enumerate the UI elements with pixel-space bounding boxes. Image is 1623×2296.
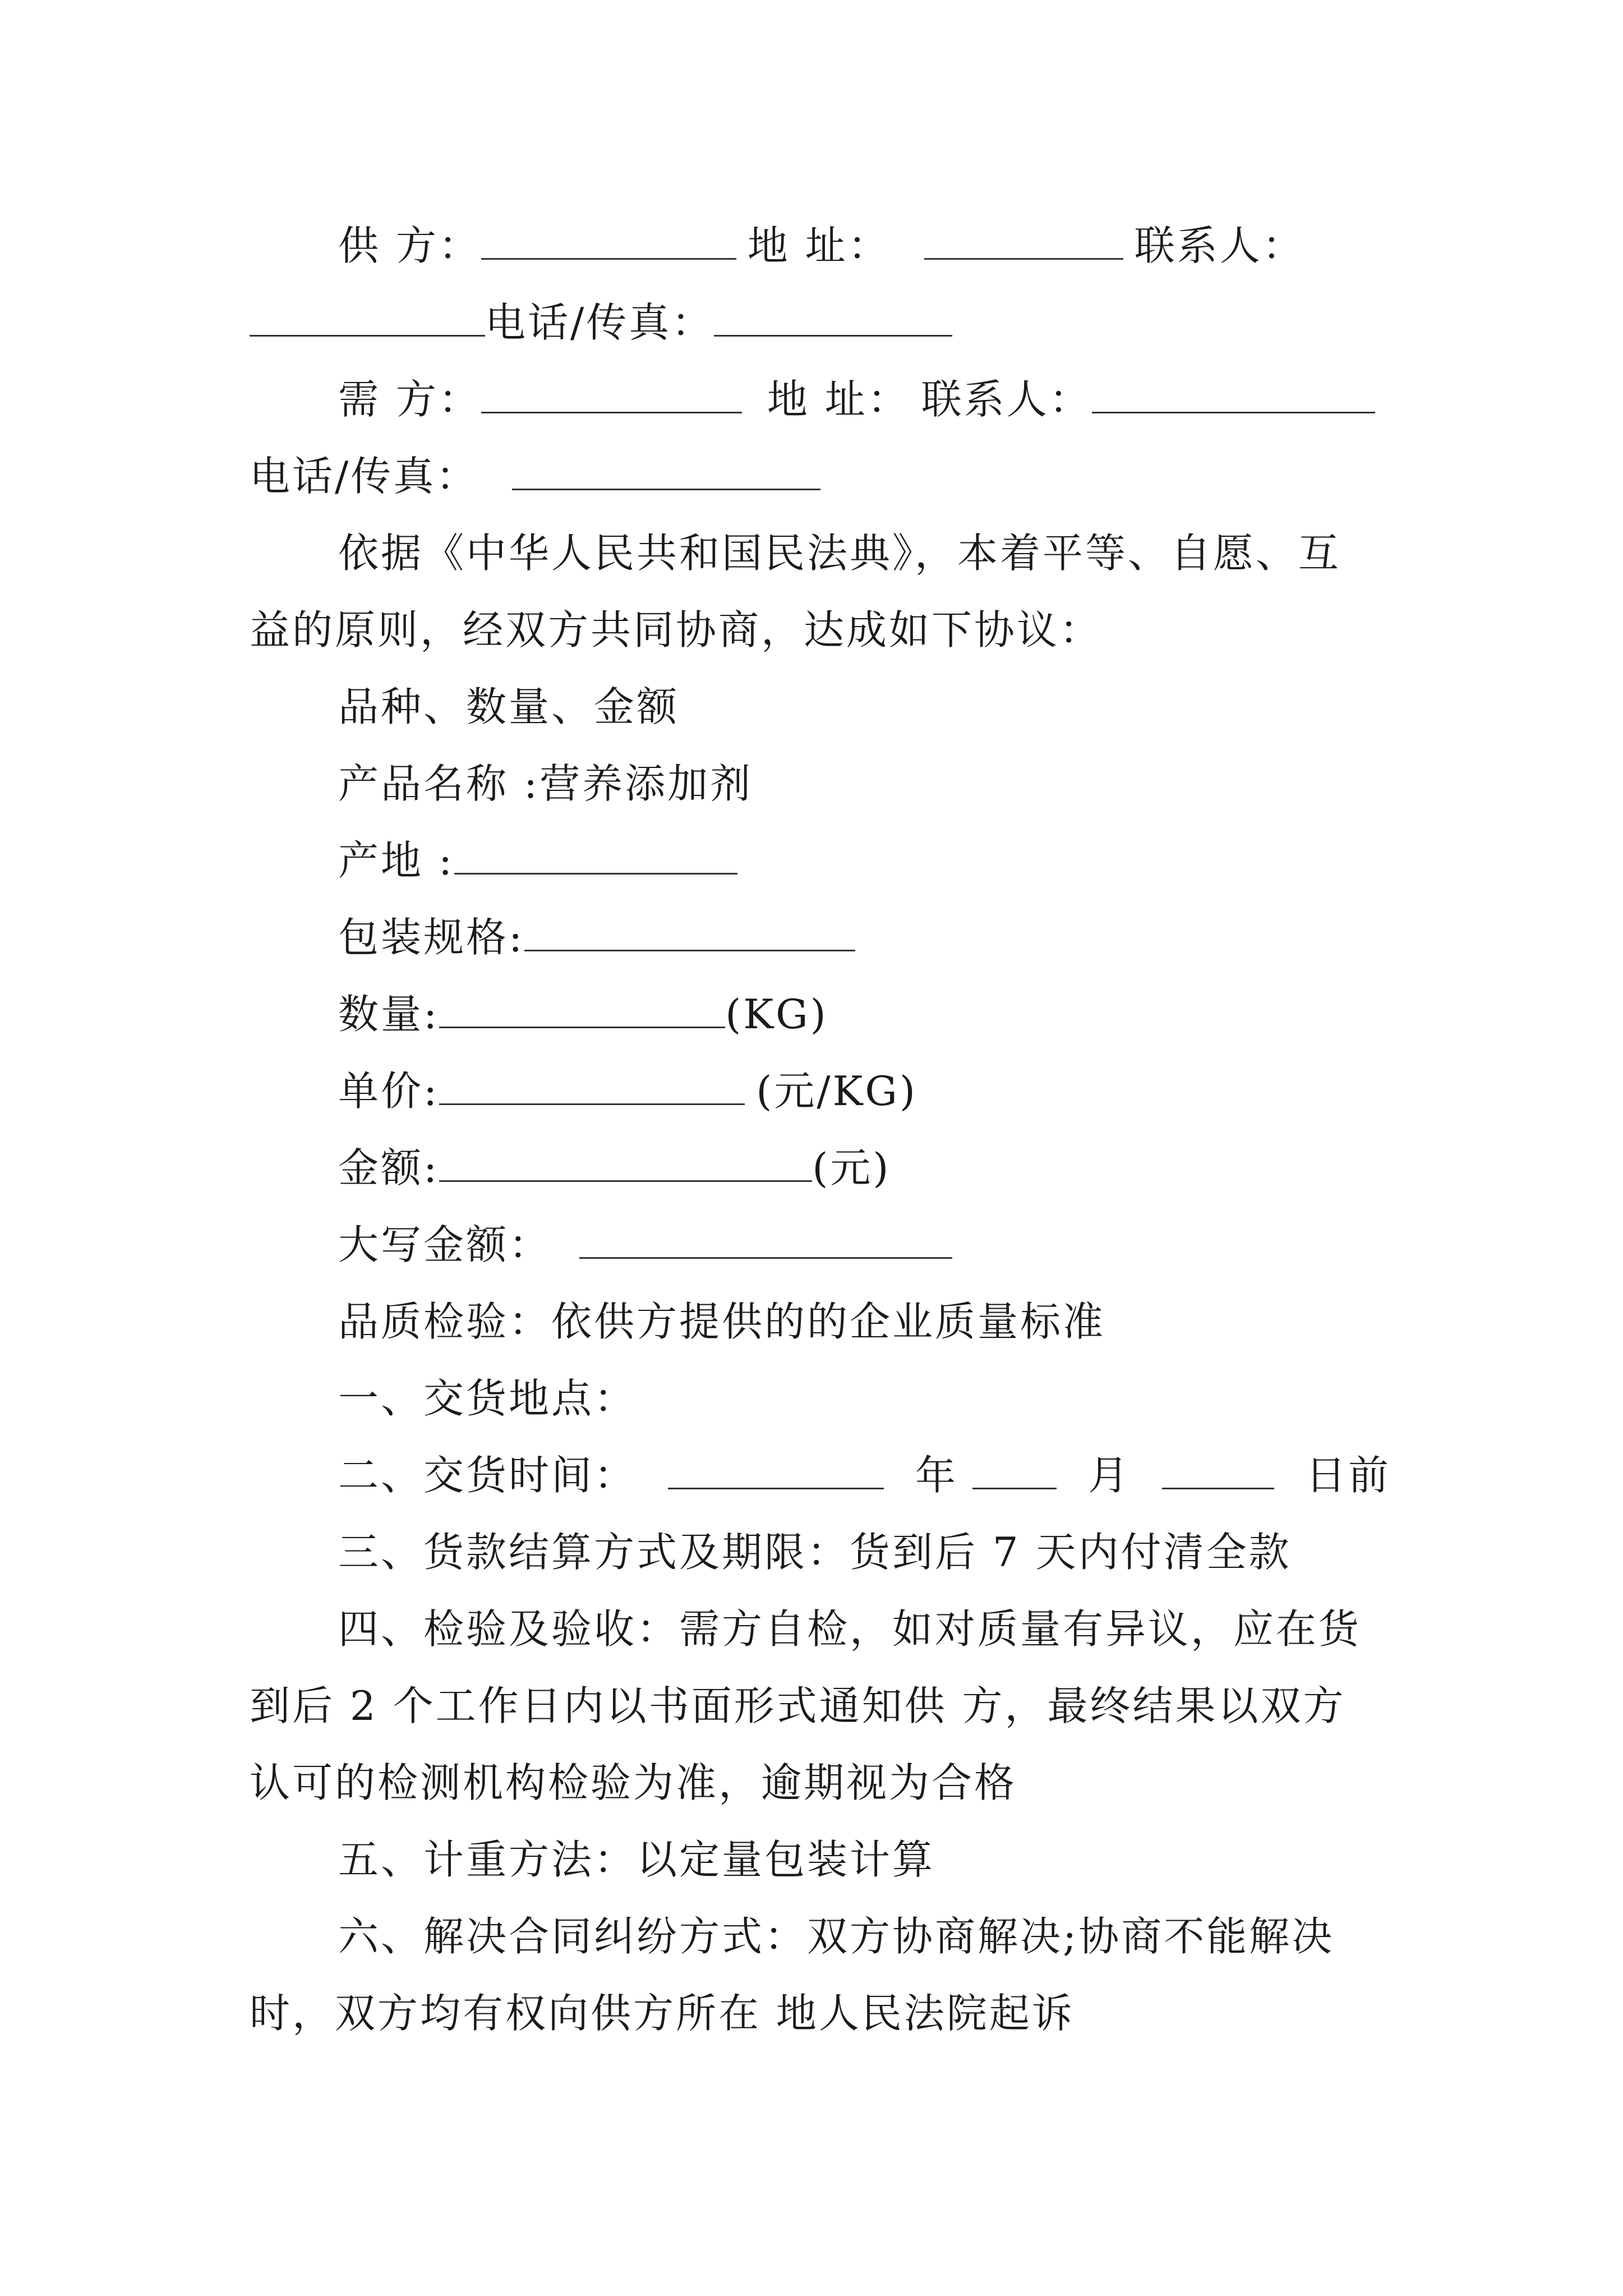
amount-caps-blank[interactable] — [579, 1223, 952, 1259]
supplier-phone-label: 电话/传真： — [485, 299, 714, 346]
clause-3-payment: 三、货款结算方式及期限：货到后 7 天内付清全款 — [338, 1529, 1292, 1576]
supplier-name-blank[interactable] — [481, 224, 736, 260]
supplier-contact-label: 联系人： — [1134, 222, 1305, 269]
delivery-time-label: 二、交货时间： — [338, 1452, 637, 1499]
quantity-label: 数量: — [338, 991, 440, 1038]
buyer-phone-label: 电话/传真： — [250, 453, 479, 500]
buyer-phone-line — [250, 438, 1391, 515]
supplier-info-line — [250, 208, 1391, 284]
packaging-line — [250, 899, 1391, 976]
supplier-contact-blank[interactable] — [250, 301, 485, 337]
quantity-unit: (KG) — [725, 991, 828, 1038]
unit-price-label: 单价: — [338, 1068, 440, 1115]
amount-caps-line — [250, 1207, 1391, 1283]
supplier-label: 供 方： — [338, 222, 481, 269]
amount-caps-label: 大写金额： — [338, 1221, 552, 1268]
supplier-phone-blank[interactable] — [714, 301, 952, 337]
buyer-address-label: 地 址： — [767, 376, 910, 423]
delivery-month-blank[interactable] — [972, 1454, 1057, 1489]
year-label: 年 — [915, 1452, 958, 1499]
supplier-address-blank[interactable] — [924, 224, 1123, 260]
clause-5-weighing: 五、计重方法：以定量包装计算 — [338, 1836, 935, 1883]
clause-4-line-1: 四、检验及验收：需方自检，如对质量有异议，应在货 — [338, 1605, 1362, 1653]
supplier-phone-line — [250, 284, 1391, 361]
buyer-info-line — [250, 361, 1391, 438]
unit-price-blank[interactable] — [439, 1070, 745, 1105]
delivery-year-blank[interactable] — [668, 1454, 884, 1489]
product-name-line: 产品名称 :营养添加剂 — [338, 760, 753, 807]
origin-label: 产地 : — [338, 837, 455, 884]
month-label: 月 — [1087, 1452, 1131, 1499]
amount-blank[interactable] — [439, 1147, 812, 1182]
packaging-blank[interactable] — [524, 916, 855, 951]
clause-4-line-3: 认可的检测机构检验为准，逾期视为合格 — [250, 1759, 1017, 1806]
delivery-day-blank[interactable] — [1162, 1454, 1274, 1489]
clause-6-line-1: 六、解决合同纠纷方式：双方协商解决;协商不能解决 — [338, 1913, 1335, 1960]
unit-price-unit: (元/KG) — [756, 1068, 918, 1115]
buyer-label: 需 方： — [338, 376, 481, 423]
packaging-label: 包装规格: — [338, 914, 525, 961]
buyer-phone-blank[interactable] — [512, 455, 820, 490]
clause-4-line-2: 到后 2 个工作日内以书面形式通知供 方，最终结果以双方 — [250, 1682, 1346, 1729]
quantity-blank[interactable] — [439, 993, 725, 1028]
buyer-contact-label: 联系人： — [921, 376, 1092, 423]
day-before-label: 日前 — [1305, 1452, 1391, 1499]
intro-paragraph-line-2: 益的原则，经双方共同协商，达成如下协议： — [250, 606, 1103, 654]
origin-blank[interactable] — [454, 839, 737, 875]
unit-price-line — [250, 1053, 1391, 1130]
origin-line — [250, 822, 1391, 899]
clause-6-line-2: 时，双方均有权向供方所在 地人民法院起诉 — [250, 1990, 1075, 2037]
intro-paragraph-line-1: 依据《中华人民共和国民法典》，本着平等、自愿、互 — [338, 530, 1341, 577]
delivery-time-row — [338, 1437, 1391, 1514]
amount-line — [250, 1130, 1391, 1207]
clause-2-delivery-time — [250, 1437, 1391, 1514]
supplier-address-label: 地 址： — [747, 222, 891, 269]
amount-label: 金额: — [338, 1144, 440, 1191]
amount-unit: (元) — [812, 1144, 891, 1191]
buyer-name-blank[interactable] — [481, 378, 742, 413]
items-heading: 品种、数量、金额 — [338, 683, 680, 730]
clause-1-delivery-place: 一、交货地点： — [338, 1375, 637, 1422]
quantity-line — [250, 976, 1391, 1053]
buyer-contact-blank[interactable] — [1092, 378, 1375, 413]
quality-inspection-line: 品质检验：依供方提供的的企业质量标准 — [338, 1298, 1106, 1345]
